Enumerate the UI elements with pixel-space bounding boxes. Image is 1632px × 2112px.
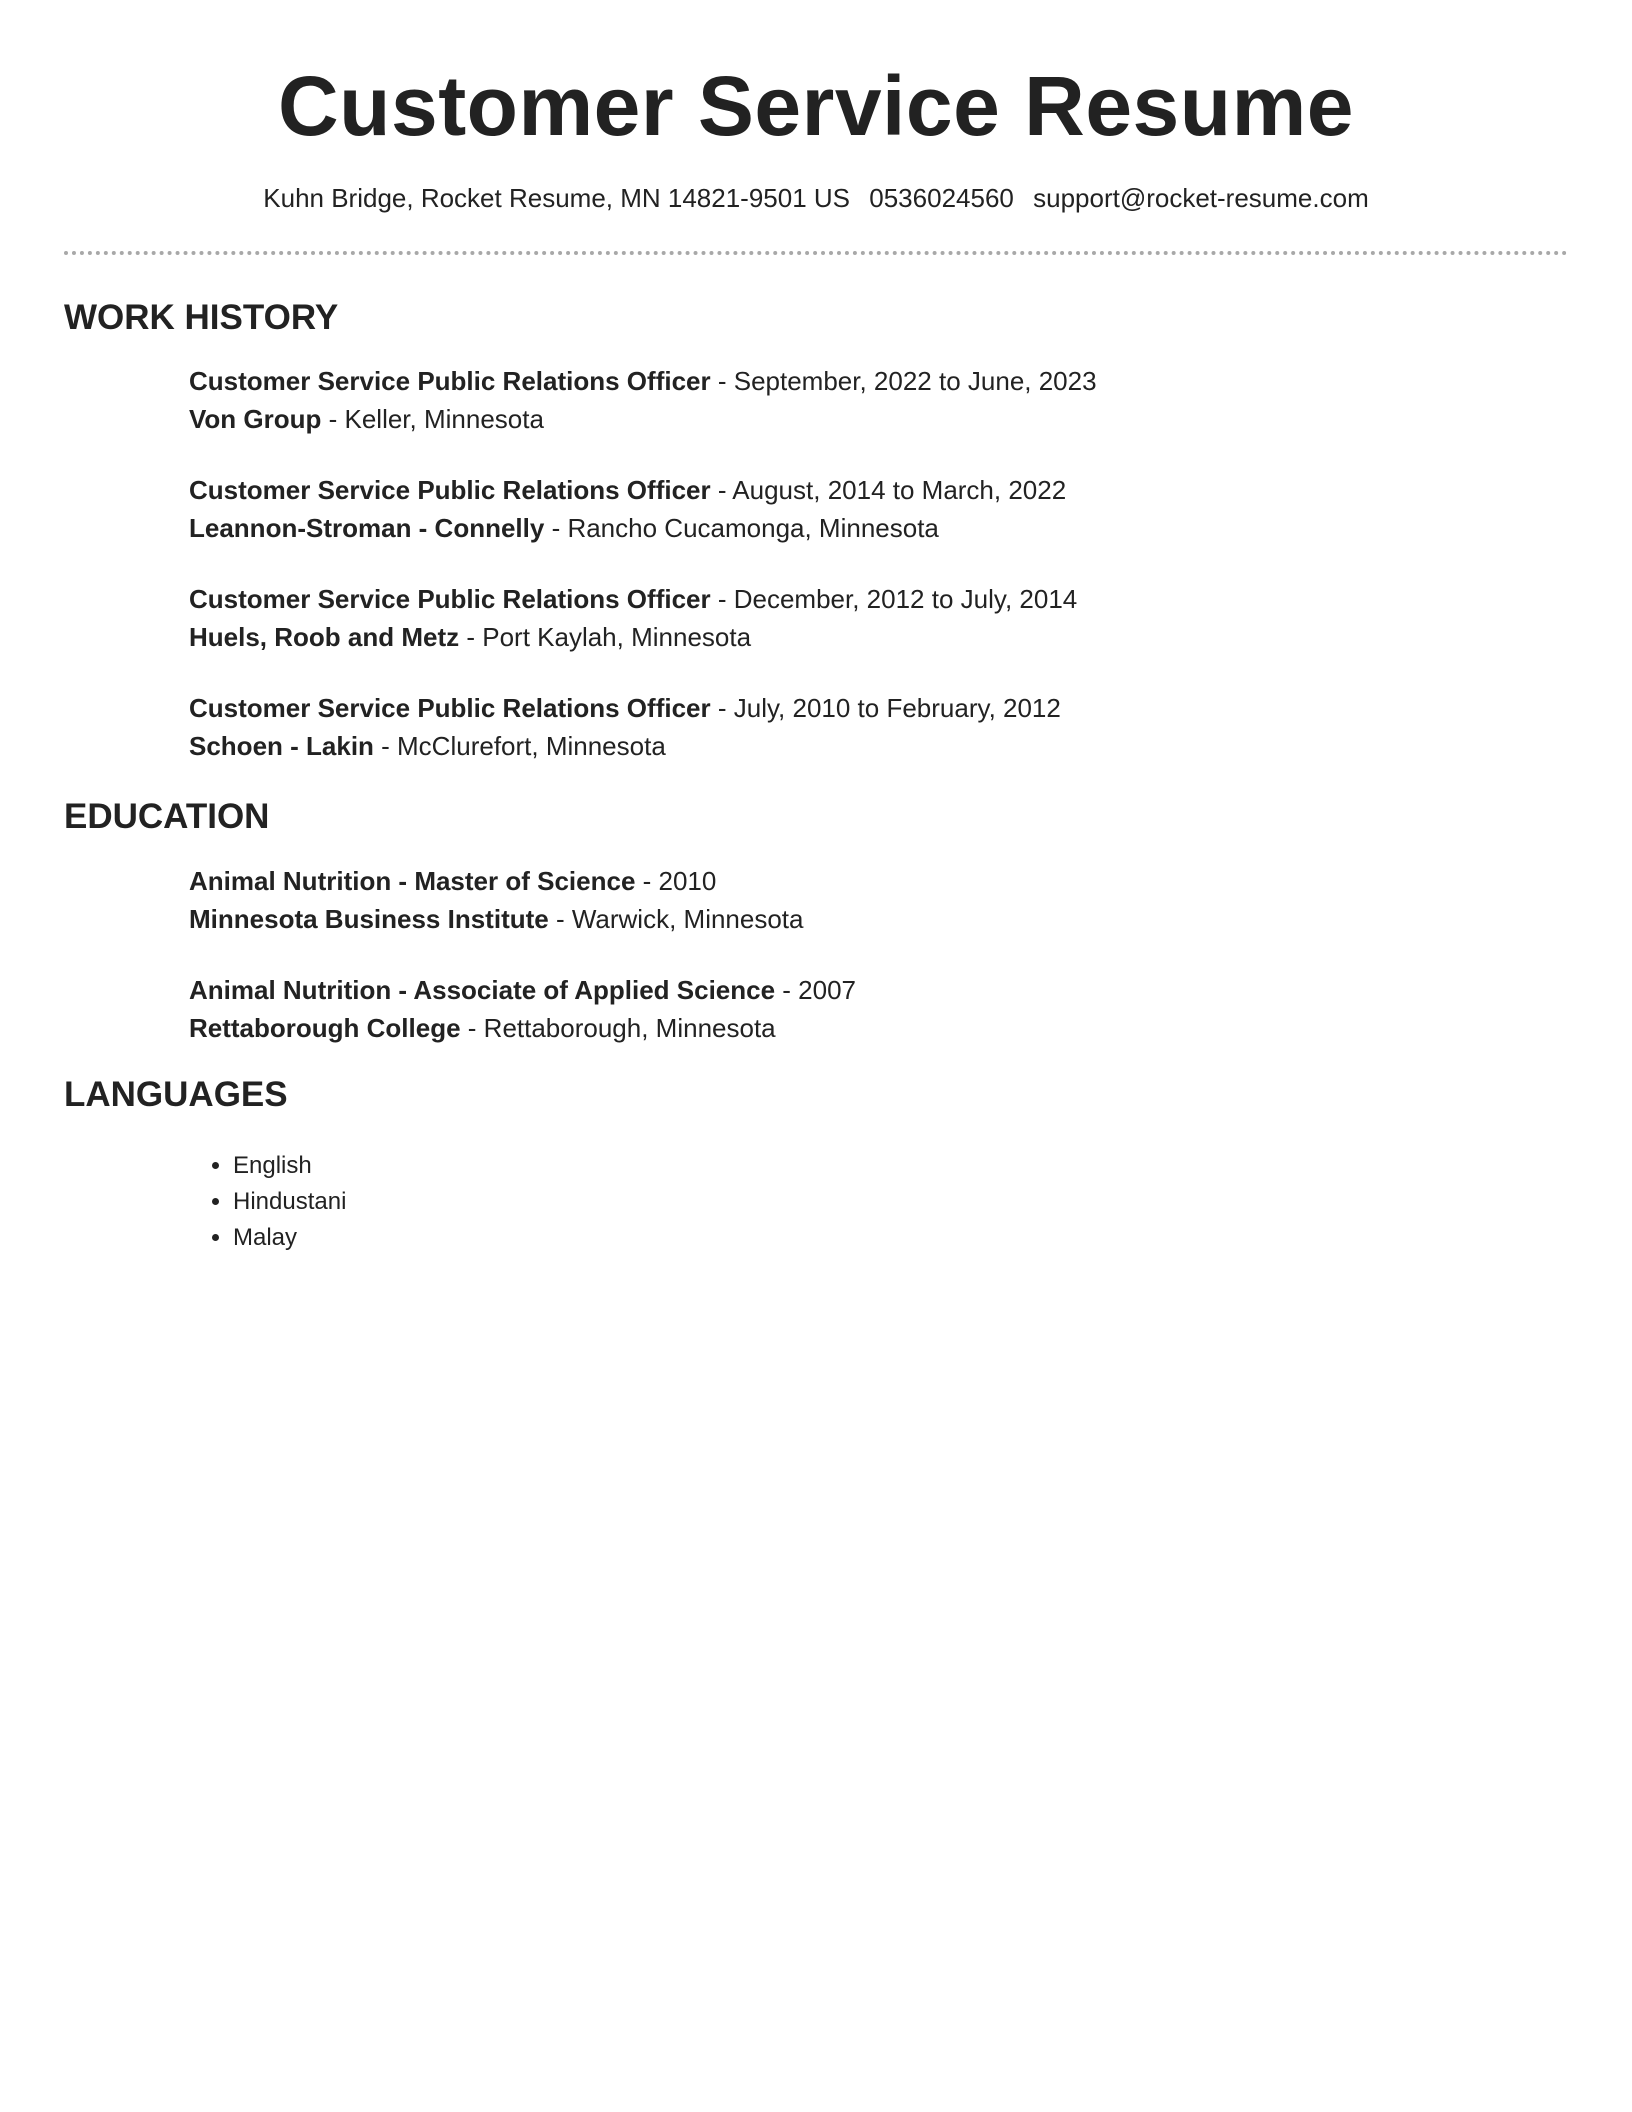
job-title: Customer Service Public Relations Officer <box>189 366 711 396</box>
education-degree-line <box>189 971 856 1009</box>
company-location: - McClurefort, Minnesota <box>373 731 666 761</box>
job-title: Customer Service Public Relations Officer <box>189 693 711 723</box>
degree-year: - 2010 <box>635 866 717 896</box>
degree-name: Animal Nutrition - Associate of Applied Science <box>189 975 776 1005</box>
work-entry-title-line <box>189 362 1097 400</box>
work-entry-company-line <box>189 727 1061 765</box>
job-dates: - July, 2010 to February, 2012 <box>710 693 1061 723</box>
degree-name: Animal Nutrition - Master of Science <box>189 866 636 896</box>
company-name: Huels, Roob and Metz <box>189 622 460 652</box>
job-dates: - August, 2014 to March, 2022 <box>710 475 1067 505</box>
company-name: Leannon-Stroman - Connelly <box>189 513 545 543</box>
languages-list <box>189 1148 346 1256</box>
school-location: - Rettaborough, Minnesota <box>460 1013 776 1043</box>
work-entry-company-line <box>189 509 1066 547</box>
degree-year: - 2007 <box>775 975 857 1005</box>
work-entry-company-line <box>189 618 1077 656</box>
company-name: Schoen - Lakin <box>189 731 374 761</box>
header-divider <box>64 251 1568 255</box>
company-name: Von Group <box>189 404 322 434</box>
work-entry <box>189 689 1061 765</box>
school-location: - Warwick, Minnesota <box>548 904 804 934</box>
work-entry-title-line <box>189 580 1077 618</box>
job-dates: - December, 2012 to July, 2014 <box>710 584 1078 614</box>
contact-address: Kuhn Bridge, Rocket Resume, MN 14821-9501 US <box>263 183 851 213</box>
contact-phone: 0536024560 <box>869 183 1014 213</box>
job-title: Customer Service Public Relations Officer <box>189 584 711 614</box>
work-entry-company-line <box>189 400 1097 438</box>
work-entry-title-line <box>189 689 1061 727</box>
work-entry <box>189 580 1077 656</box>
list-item: • Hindustani <box>233 1184 346 1220</box>
company-location: - Rancho Cucamonga, Minnesota <box>544 513 939 543</box>
list-item: • Malay <box>233 1220 346 1256</box>
school-name: Rettaborough College <box>189 1013 461 1043</box>
contact-email: support@rocket-resume.com <box>1033 183 1369 213</box>
school-name: Minnesota Business Institute <box>189 904 549 934</box>
education-entry <box>189 971 856 1047</box>
work-entry <box>189 362 1097 438</box>
education-entry <box>189 862 804 938</box>
education-degree-line <box>189 862 804 900</box>
section-heading-education: EDUCATION <box>64 797 270 836</box>
company-location: - Port Kaylah, Minnesota <box>459 622 752 652</box>
job-title: Customer Service Public Relations Officer <box>189 475 711 505</box>
contact-info <box>0 182 1632 214</box>
job-dates: - September, 2022 to June, 2023 <box>710 366 1097 396</box>
section-heading-languages: LANGUAGES <box>64 1075 288 1114</box>
education-school-line <box>189 1009 856 1047</box>
section-heading-work-history: WORK HISTORY <box>64 298 339 337</box>
page-title: Customer Service Resume <box>278 59 1354 153</box>
work-entry-title-line <box>189 471 1066 509</box>
work-entry <box>189 471 1066 547</box>
company-location: - Keller, Minnesota <box>321 404 544 434</box>
list-item: • English <box>233 1148 346 1184</box>
education-school-line <box>189 900 804 938</box>
